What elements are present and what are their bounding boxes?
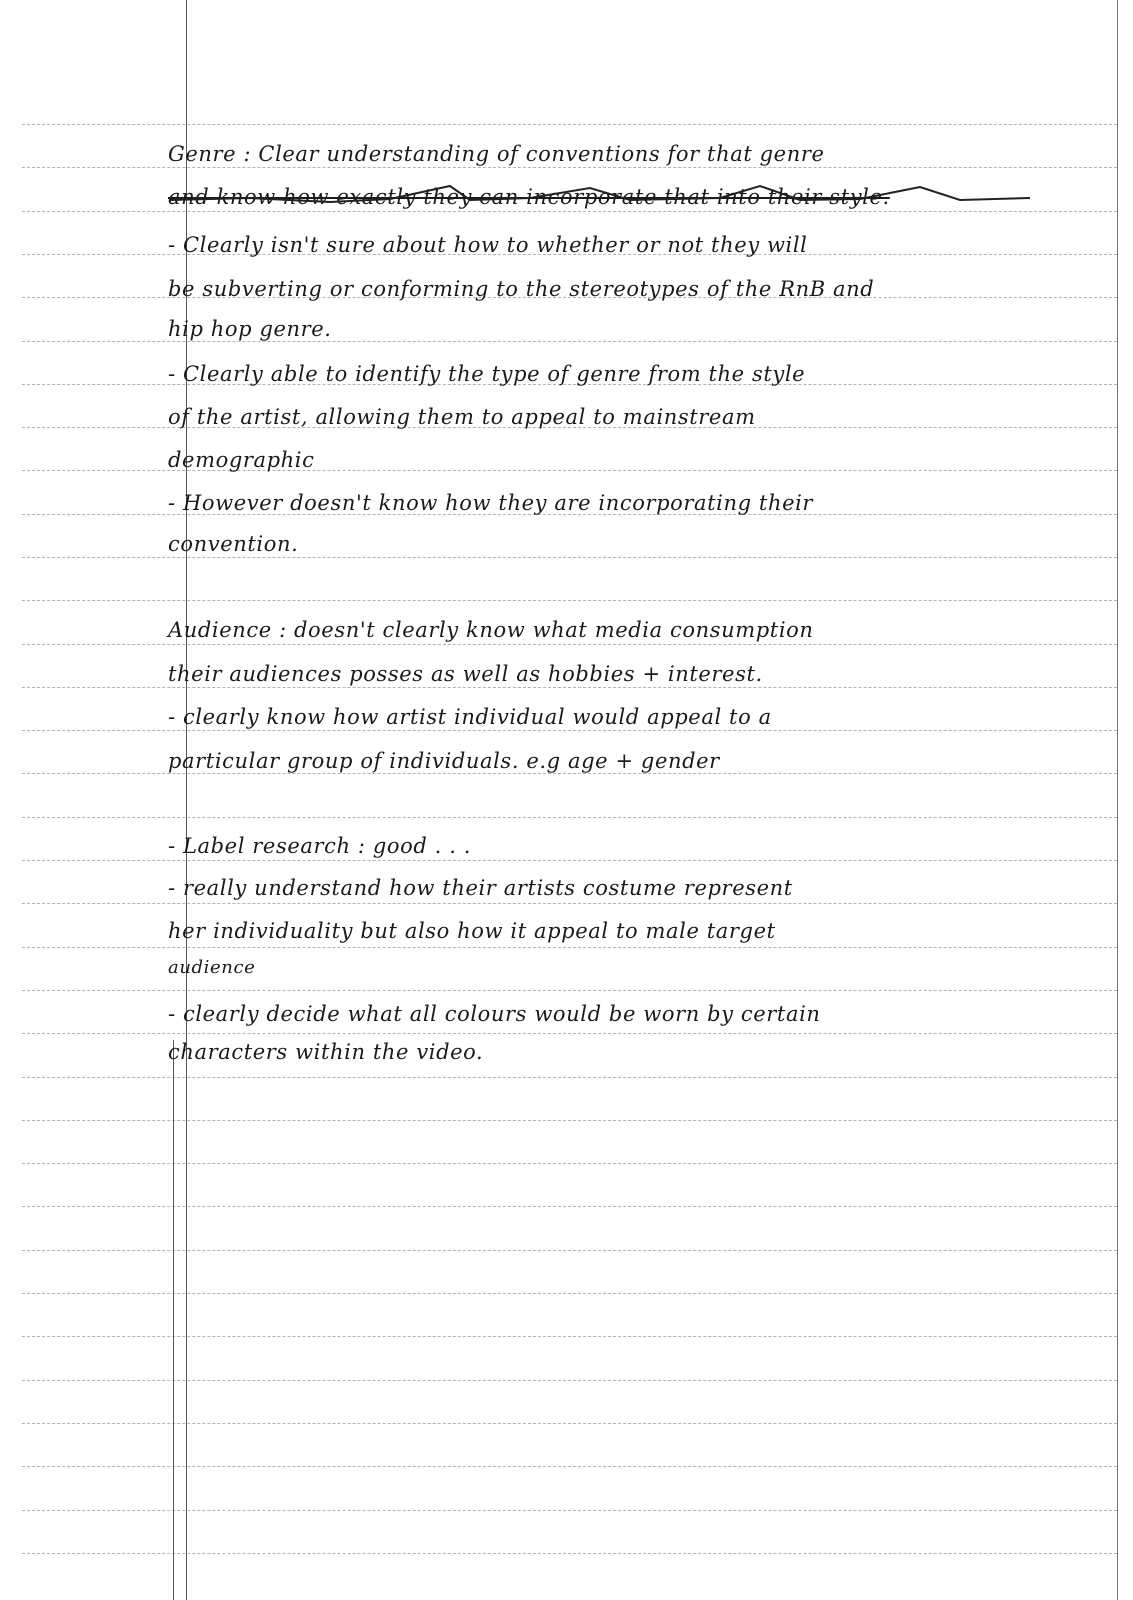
label-line-4: - clearly decide what all colours would be worn by certain [168,1002,821,1026]
label-heading: - Label research : good . . . [168,834,472,858]
genre-line-4: - Clearly able to identify the type of genre from the style [168,362,806,386]
label-line-2: her individuality but also how it appeal to male target [168,919,776,943]
audience-heading: Audience : doesn't clearly know what media consumption [168,618,814,642]
label-line-3: audience [168,957,256,978]
label-line-5: characters within the video. [168,1040,484,1064]
margin-line-lower [173,1040,174,1600]
label-line-1: - really understand how their artists costume represent [168,876,793,900]
audience-line-1: their audiences posses as well as hobbies + interest. [168,662,763,686]
genre-line-3: hip hop genre. [168,317,332,341]
audience-line-2: - clearly know how artist individual would appeal to a [168,705,772,729]
right-edge-line [1117,0,1118,1600]
genre-heading: Genre : Clear understanding of conventions for that genre [168,142,825,166]
genre-struck-line: and know how exactly they can incorporate that into their style. [168,185,890,209]
scribble-strikethrough [160,178,1040,218]
genre-line-6: demographic [168,448,315,472]
genre-line-5: of the artist, allowing them to appeal to mainstream [168,405,756,429]
audience-line-3: particular group of individuals. e.g age + gender [168,749,720,773]
genre-line-7: - However doesn't know how they are incorporating their [168,491,814,515]
genre-line-8: convention. [168,532,299,556]
genre-line-2: be subverting or conforming to the stereotypes of the RnB and [168,277,875,301]
genre-line-1: - Clearly isn't sure about how to whether or not they will [168,233,808,257]
